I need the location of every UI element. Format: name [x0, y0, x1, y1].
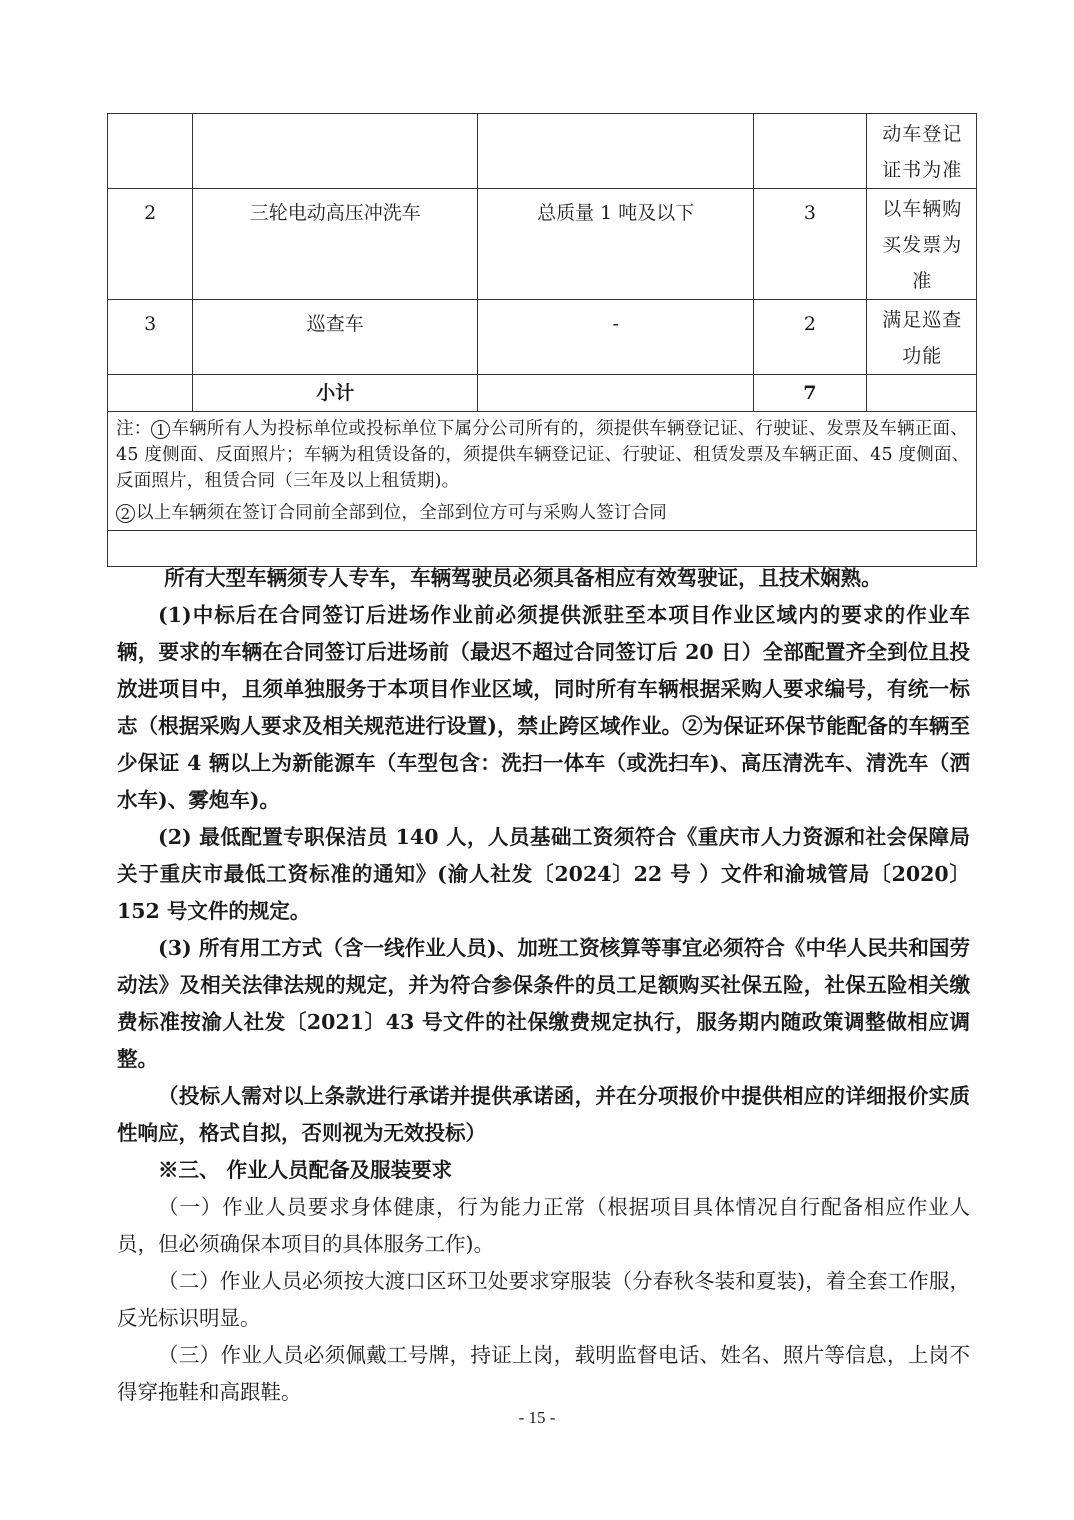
paragraph-vehicle-drivers: 所有大型车辆须专人专车，车辆驾驶员必须具备相应有效驾驶证，且技术娴熟。 — [164, 566, 882, 590]
paragraph-requirement-1: (1)中标后在合同签订后进场作业前必须提供派驻至本项目作业区域内的要求的作业车辆，要求的车辆在合同签订后进场前（最迟不超过合同签订后 20 日）全部配置齐全到位且投放进项目中，且须单独服务于本项目作业区域，同时所有车辆根据采购人要求编号，有统一标志（根据采购人要求及相关规范进行设置)，禁止跨区域作业。②为保证环保节能配备的车辆至少保证 4 辆以上为新能源车（车型包含：洗扫一体车（或洗扫车)、高压清洗车、清洗车（洒水车)、雾炮车)。 — [117, 603, 970, 812]
table-row — [108, 189, 977, 300]
circled-number-1-icon: 1 — [151, 420, 170, 439]
paragraph-staff-2: （二）作业人员必须按大渡口区环卫处要求穿服装（分春秋冬装和夏装)，着全套工作服，反光标识明显。 — [117, 1269, 970, 1330]
paragraph-staff-3: （三）作业人员必须佩戴工号牌，持证上岗，载明监督电话、姓名、照片等信息，上岗不得穿拖鞋和高跟鞋。 — [117, 1343, 970, 1404]
spec-cell: 总质量 1 吨及以下 — [478, 189, 754, 300]
notes-row — [108, 412, 977, 531]
table-row — [108, 300, 977, 375]
subtotal-quantity: 7 — [754, 375, 866, 412]
remark-cell: 满足巡查功能 — [866, 300, 976, 375]
body-text — [117, 560, 970, 1411]
paragraph-commitment: （投标人需对以上条款进行承诺并提供承诺函，并在分项报价中提供相应的详细报价实质性响应，格式自拟，否则视为无效投标） — [117, 1084, 970, 1145]
vehicle-name-cell: 巡查车 — [193, 300, 478, 375]
row-number-cell — [108, 114, 193, 189]
empty-cell — [866, 375, 976, 412]
subtotal-label: 小计 — [193, 375, 478, 412]
quantity-cell: 2 — [754, 300, 866, 375]
note-2-text: 以上车辆须在签订合同前全部到位，全部到位方可与采购人签订合同 — [136, 503, 667, 523]
note-1-text: 车辆所有人为投标单位或投标单位下属分公司所有的，须提供车辆登记证、行驶证、发票及车辆正面、45 度侧面、反面照片；车辆为租赁设备的，须提供车辆登记证、行驶证、租赁发票及车辆正面、45 度侧面、反面照片，租赁合同（三年及以上租赁期)。 — [116, 419, 970, 491]
subtotal-row — [108, 375, 977, 412]
remark-cell: 动车登记证书为准 — [866, 114, 976, 189]
spec-cell: - — [478, 300, 754, 375]
row-number-cell: 3 — [108, 300, 193, 375]
circled-number-2-icon: 2 — [116, 504, 135, 523]
paragraph-staff-1: （一）作业人员要求身体健康，行为能力正常（根据项目具体情况自行配备相应作业人员，但必须确保本项目的具体服务工作)。 — [117, 1195, 970, 1256]
vehicle-name-cell — [193, 114, 478, 189]
empty-cell — [478, 375, 754, 412]
notes-cell — [108, 412, 977, 531]
section-heading: ※三、 作业人员配备及服装要求 — [158, 1158, 453, 1182]
quantity-cell — [754, 114, 866, 189]
paragraph-requirement-2: (2) 最低配置专职保洁员 140 人，人员基础工资须符合《重庆市人力资源和社会保障局关于重庆市最低工资标准的通知》(渝人社发〔2024〕22 号 ）文件和渝城管局〔2020〕152 号文件的规定。 — [117, 825, 970, 923]
row-number-cell: 2 — [108, 189, 193, 300]
note-1 — [116, 416, 970, 494]
remark-cell: 以车辆购买发票为准 — [866, 189, 976, 300]
note-2 — [116, 500, 970, 526]
table-row — [108, 114, 977, 189]
vehicle-table — [107, 113, 977, 567]
quantity-cell: 3 — [754, 189, 866, 300]
paragraph-requirement-3: (3) 所有用工方式（含一线作业人员)、加班工资核算等事宜必须符合《中华人民共和国劳动法》及相关法律法规的规定，并为符合参保条件的员工足额购买社保五险，社保五险相关缴费标准按渝人社发〔2021〕43 号文件的社保缴费规定执行，服务期内随政策调整做相应调整。 — [117, 936, 970, 1071]
vehicle-name-cell: 三轮电动高压冲洗车 — [193, 189, 478, 300]
spec-cell — [478, 114, 754, 189]
empty-cell — [108, 375, 193, 412]
note-prefix: 注： — [116, 419, 152, 439]
page-number: - 15 - — [518, 1408, 556, 1427]
